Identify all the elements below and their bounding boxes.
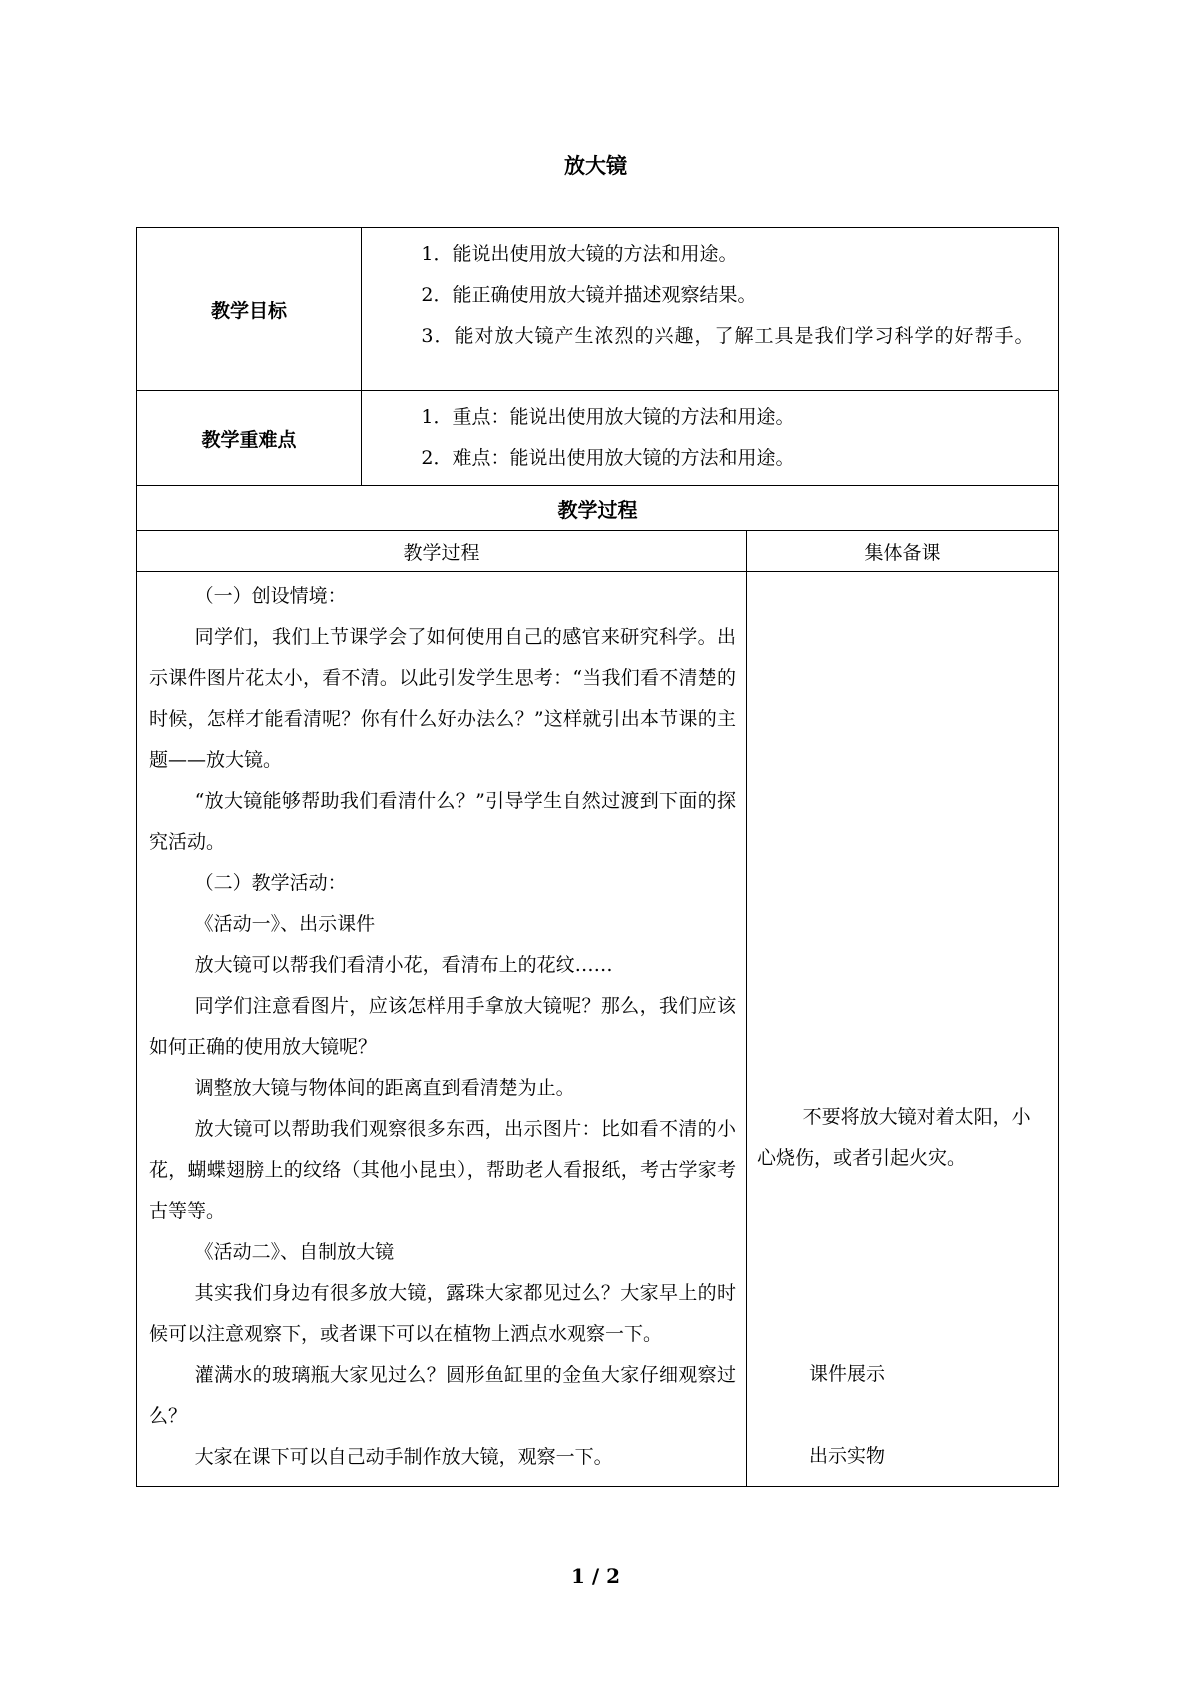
note-item: 课件展示 [809, 1363, 886, 1385]
process-paragraph: 灌满水的玻璃瓶大家见过么？圆形鱼缸里的金鱼大家仔细观察过么？ [149, 1364, 736, 1427]
process-paragraph: “放大镜能够帮助我们看清什么？”引导学生自然过渡到下面的探究活动。 [149, 790, 736, 853]
note-item: 不要将放大镜对着太阳，小心烧伤，或者引起火灾。 [757, 1106, 1031, 1169]
objective-item: 3．能对放大镜产生浓烈的兴趣，了解工具是我们学习科学的好帮手。 [421, 325, 1035, 347]
objectives-label: 教学目标 [137, 228, 362, 391]
objectives-content [362, 228, 1059, 391]
objectives-row [137, 228, 1059, 391]
objective-item: 2．能正确使用放大镜并描述观察结果。 [421, 284, 757, 306]
column-header-notes: 集体备课 [747, 531, 1059, 572]
process-section-row [137, 486, 1059, 531]
page-number: 1 / 2 [570, 1564, 621, 1588]
process-paragraph: 大家在课下可以自己动手制作放大镜，观察一下。 [194, 1446, 613, 1468]
column-header-process: 教学过程 [137, 531, 747, 572]
process-paragraph: 放大镜可以帮助我们观察很多东西，出示图片：比如看不清的小花，蝴蝶翅膀上的纹络（其他小昆虫），帮助老人看报纸，考古学家考古等等。 [149, 1118, 736, 1222]
process-paragraph: （二）教学活动： [194, 872, 347, 894]
lesson-plan-table [136, 227, 1059, 1487]
key-points-label: 教学重难点 [137, 391, 362, 486]
process-column-header-row [137, 531, 1059, 572]
process-body-row [137, 572, 1059, 1487]
process-paragraph: 放大镜可以帮我们看清小花，看清布上的花纹…… [194, 954, 613, 976]
objective-item: 1．能说出使用放大镜的方法和用途。 [421, 243, 738, 265]
key-points-content [362, 391, 1059, 486]
notes-content [747, 572, 1059, 1487]
key-points-row [137, 391, 1059, 486]
document-title: 放大镜 [564, 154, 627, 178]
process-paragraph: 调整放大镜与物体间的距离直到看清楚为止。 [194, 1077, 575, 1099]
process-paragraph: 同学们注意看图片，应该怎样用手拿放大镜呢？那么，我们应该如何正确的使用放大镜呢？ [149, 995, 736, 1058]
process-paragraph: 同学们，我们上节课学会了如何使用自己的感官来研究科学。出示课件图片花太小，看不清。以此引发学生思考：“当我们看不清楚的时候，怎样才能看清呢？你有什么好办法么？”这样就引出本节课的主题——放大镜。 [149, 626, 736, 771]
process-paragraph: 其实我们身边有很多放大镜，露珠大家都见过么？大家早上的时候可以注意观察下，或者课下可以在植物上洒点水观察一下。 [149, 1282, 736, 1345]
key-point-item: 1．重点：能说出使用放大镜的方法和用途。 [421, 406, 795, 428]
process-section-title: 教学过程 [137, 486, 1059, 531]
process-content [137, 572, 747, 1487]
process-paragraph: 《活动二》、自制放大镜 [194, 1241, 395, 1263]
process-paragraph: （一）创设情境： [194, 585, 347, 607]
key-point-item: 2．难点：能说出使用放大镜的方法和用途。 [421, 447, 795, 469]
process-paragraph: 《活动一》、出示课件 [194, 913, 376, 935]
note-item: 出示实物 [809, 1445, 886, 1467]
